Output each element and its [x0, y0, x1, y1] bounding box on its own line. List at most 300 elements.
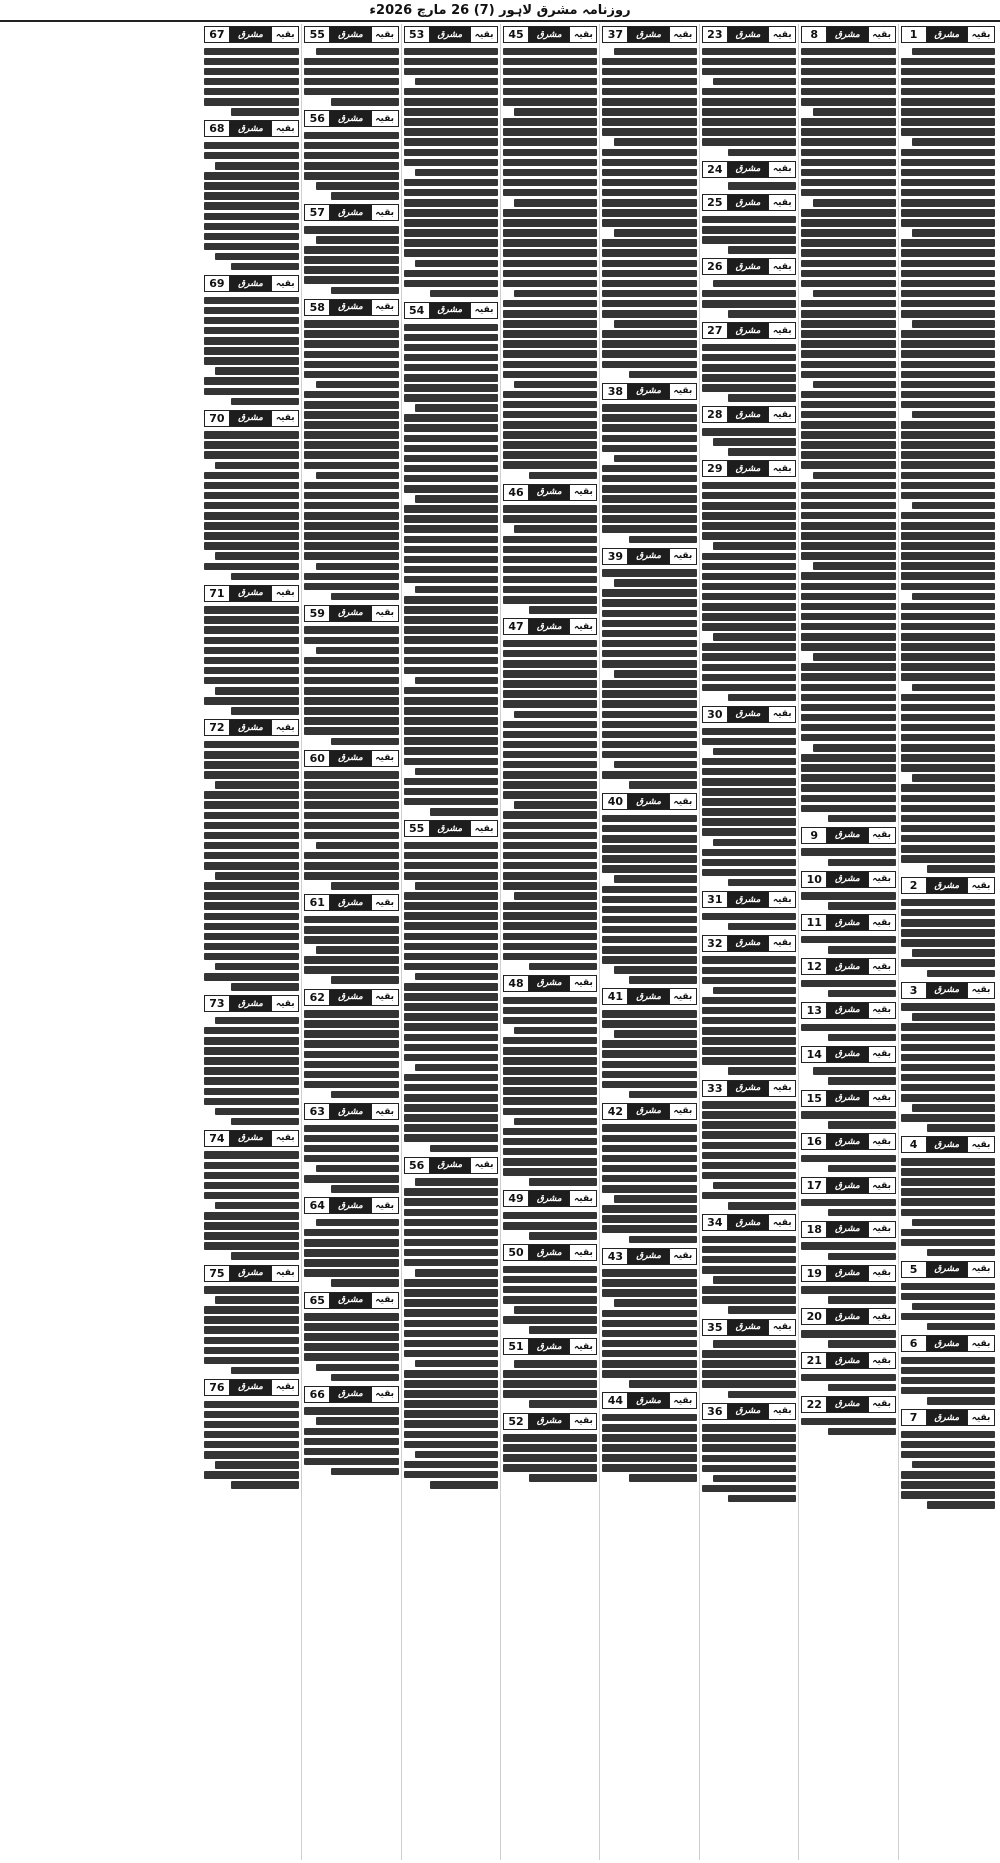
- text-line: [215, 687, 299, 695]
- text-line: [404, 616, 498, 624]
- text-line: [702, 967, 796, 975]
- continuation-header: [901, 1409, 995, 1426]
- text-line: [304, 1135, 398, 1143]
- continuation-label: بقیہ: [768, 1404, 795, 1419]
- text-line: [702, 532, 796, 540]
- continuation-header: [503, 26, 597, 43]
- text-line: [801, 552, 895, 560]
- continuation-text: [503, 45, 597, 482]
- text-line: [204, 1451, 299, 1459]
- text-line: [404, 1003, 498, 1011]
- text-line: [430, 1481, 498, 1489]
- text-line: [204, 1047, 299, 1055]
- continuation-block: [304, 1290, 398, 1384]
- text-line: [602, 906, 696, 914]
- text-line: [602, 340, 696, 348]
- page-column: [202, 24, 301, 1860]
- text-line: [702, 1152, 796, 1160]
- text-line: [204, 388, 299, 396]
- text-line: [602, 1434, 696, 1442]
- text-line: [602, 1444, 696, 1452]
- continuation-header: [901, 1335, 995, 1352]
- continuation-number: 58: [305, 300, 330, 315]
- text-line: [404, 576, 498, 584]
- text-line: [602, 98, 696, 106]
- text-line: [713, 542, 796, 550]
- continuation-block: [801, 1175, 895, 1219]
- continuation-text: [602, 567, 696, 792]
- text-line: [503, 1007, 597, 1015]
- text-line: [204, 1027, 299, 1035]
- text-line: [602, 1350, 696, 1358]
- continuation-label: بقیہ: [669, 1249, 696, 1264]
- text-line: [204, 1286, 299, 1294]
- text-line: [702, 1256, 796, 1264]
- text-line: [204, 172, 299, 180]
- text-line: [801, 78, 895, 86]
- text-line: [927, 865, 995, 873]
- text-line: [304, 351, 398, 359]
- continuation-label: بقیہ: [768, 407, 795, 422]
- continuation-number: 27: [703, 323, 728, 338]
- text-line: [503, 451, 597, 459]
- text-line: [713, 78, 796, 86]
- text-line: [614, 455, 697, 463]
- text-line: [801, 892, 895, 900]
- text-line: [503, 872, 597, 880]
- continuation-block: [304, 987, 398, 1101]
- text-line: [901, 1387, 995, 1395]
- text-line: [316, 563, 399, 571]
- text-line: [901, 451, 995, 459]
- text-line: [503, 822, 597, 830]
- text-line: [602, 1155, 696, 1163]
- text-line: [602, 1360, 696, 1368]
- text-line: [602, 771, 696, 779]
- text-line: [304, 1040, 398, 1048]
- continuation-text: [801, 933, 895, 956]
- continuation-text: [801, 1109, 895, 1132]
- text-line: [801, 320, 895, 328]
- text-line: [813, 562, 896, 570]
- continuation-label: بقیہ: [371, 1293, 398, 1308]
- text-line: [702, 788, 796, 796]
- continuation-text: [901, 1155, 995, 1259]
- text-line: [304, 411, 398, 419]
- text-line: [602, 1424, 696, 1432]
- text-line: [304, 872, 398, 880]
- text-line: [702, 1360, 796, 1368]
- text-line: [602, 1330, 696, 1338]
- text-line: [602, 435, 696, 443]
- text-line: [801, 512, 895, 520]
- mashriq-logo: مشرق: [628, 794, 668, 809]
- text-line: [215, 1202, 299, 1210]
- text-line: [503, 48, 597, 56]
- text-line: [801, 936, 895, 944]
- text-line: [901, 633, 995, 641]
- text-line: [204, 892, 299, 900]
- text-line: [404, 727, 498, 735]
- text-line: [514, 381, 597, 389]
- text-line: [801, 209, 895, 217]
- text-line: [204, 492, 299, 500]
- text-line: [912, 684, 995, 692]
- text-line: [304, 542, 398, 550]
- text-line: [503, 1087, 597, 1095]
- text-line: [204, 1411, 299, 1419]
- text-line: [801, 532, 895, 540]
- text-line: [204, 832, 299, 840]
- text-line: [503, 741, 597, 749]
- text-line: [702, 226, 796, 234]
- continuation-header: [702, 194, 796, 211]
- continuation-header: [204, 1379, 299, 1396]
- text-line: [231, 1481, 300, 1489]
- text-line: [204, 647, 299, 655]
- continuation-block: [602, 24, 696, 381]
- text-line: [702, 997, 796, 1005]
- text-line: [404, 842, 498, 850]
- continuation-number: 6: [902, 1336, 927, 1351]
- text-line: [828, 1253, 896, 1261]
- text-line: [503, 721, 597, 729]
- text-line: [514, 892, 597, 900]
- continuation-text: [702, 45, 796, 159]
- text-line: [304, 152, 398, 160]
- text-line: [404, 1340, 498, 1348]
- text-line: [602, 1279, 696, 1287]
- text-line: [702, 828, 796, 836]
- continuation-header: [404, 1157, 498, 1174]
- text-line: [602, 1145, 696, 1153]
- text-line: [503, 1128, 597, 1136]
- continuation-block: [702, 1078, 796, 1213]
- continuation-number: 10: [802, 872, 827, 887]
- text-line: [901, 1377, 995, 1385]
- continuation-number: 51: [504, 1339, 529, 1354]
- text-line: [503, 791, 597, 799]
- text-line: [602, 1215, 696, 1223]
- text-line: [304, 1458, 398, 1466]
- text-line: [901, 1168, 995, 1176]
- text-line: [901, 270, 995, 278]
- text-line: [602, 495, 696, 503]
- text-line: [702, 1380, 796, 1388]
- continuation-block: [602, 1390, 696, 1484]
- text-line: [304, 1313, 398, 1321]
- text-line: [801, 300, 895, 308]
- text-line: [602, 68, 696, 76]
- continuation-header: [702, 891, 796, 908]
- text-line: [404, 983, 498, 991]
- text-line: [702, 1192, 796, 1200]
- text-line: [602, 680, 696, 688]
- text-line: [331, 98, 399, 106]
- text-line: [901, 1074, 995, 1082]
- continuation-block: [204, 118, 299, 273]
- continuation-number: 57: [305, 205, 330, 220]
- mashriq-logo: مشرق: [330, 895, 370, 910]
- text-line: [702, 128, 796, 136]
- text-line: [204, 1337, 299, 1345]
- continuation-block: [503, 1188, 597, 1242]
- continuation-text: [304, 624, 398, 748]
- text-line: [304, 1010, 398, 1018]
- mashriq-logo: مشرق: [827, 872, 867, 887]
- text-line: [304, 1428, 398, 1436]
- continuation-header: [801, 1002, 895, 1019]
- continuation-block: [304, 603, 398, 748]
- continuation-number: 56: [405, 1158, 430, 1173]
- text-line: [801, 411, 895, 419]
- continuation-block: [901, 1134, 995, 1259]
- text-line: [415, 586, 498, 594]
- mashriq-logo: مشرق: [628, 1249, 668, 1264]
- continuation-block: [304, 297, 398, 603]
- continuation-header: [304, 894, 398, 911]
- text-line: [602, 300, 696, 308]
- text-line: [702, 1172, 796, 1180]
- text-line: [901, 1293, 995, 1301]
- text-line: [901, 1283, 995, 1291]
- text-line: [316, 1165, 399, 1173]
- text-line: [430, 808, 498, 816]
- text-line: [231, 263, 300, 271]
- continuation-label: بقیہ: [371, 895, 398, 910]
- text-line: [801, 492, 895, 500]
- continuation-text: [404, 839, 498, 1155]
- mashriq-logo: مشرق: [230, 411, 271, 426]
- continuation-number: 39: [603, 549, 628, 564]
- continuation-block: [602, 791, 696, 986]
- continuation-header: [304, 26, 398, 43]
- text-line: [901, 532, 995, 540]
- continuation-label: بقیہ: [967, 1410, 994, 1425]
- continuation-number: 22: [802, 1397, 827, 1412]
- text-line: [602, 290, 696, 298]
- text-line: [503, 933, 597, 941]
- page-masthead: روزنامہ مشرق لاہور (7) 26 مارچ 2026ء: [0, 0, 1000, 22]
- text-line: [304, 936, 398, 944]
- continuation-block: [801, 912, 895, 956]
- continuation-block: [801, 869, 895, 913]
- text-line: [404, 118, 498, 126]
- page-column: [500, 24, 599, 1860]
- text-line: [415, 1269, 498, 1277]
- text-line: [404, 636, 498, 644]
- text-line: [204, 771, 299, 779]
- mashriq-logo: مشرق: [628, 1104, 668, 1119]
- text-line: [215, 253, 299, 261]
- mashriq-logo: مشرق: [529, 485, 569, 500]
- text-line: [404, 334, 498, 342]
- mashriq-logo: مشرق: [529, 619, 569, 634]
- text-line: [801, 361, 895, 369]
- page-column: [699, 24, 798, 1860]
- text-line: [404, 1289, 498, 1297]
- text-line: [304, 801, 398, 809]
- text-line: [404, 324, 498, 332]
- text-line: [503, 912, 597, 920]
- continuation-text: [801, 1065, 895, 1088]
- text-line: [404, 414, 498, 422]
- text-line: [901, 1054, 995, 1062]
- text-line: [503, 169, 597, 177]
- continuation-block: [204, 1128, 299, 1263]
- continuation-number: 1: [902, 27, 927, 42]
- text-line: [503, 761, 597, 769]
- continuation-number: 68: [205, 121, 230, 136]
- text-line: [404, 1330, 498, 1338]
- continuation-number: 35: [703, 1320, 728, 1335]
- text-line: [901, 78, 995, 86]
- mashriq-logo: مشرق: [230, 720, 271, 735]
- text-line: [404, 515, 498, 523]
- text-line: [503, 546, 597, 554]
- text-line: [304, 1353, 398, 1361]
- continuation-text: [304, 45, 398, 108]
- continuation-label: بقیہ: [569, 27, 596, 42]
- text-line: [415, 768, 498, 776]
- text-line: [713, 438, 796, 446]
- text-line: [404, 1370, 498, 1378]
- text-line: [602, 1040, 696, 1048]
- continuation-number: 20: [802, 1309, 827, 1324]
- continuation-block: [901, 1333, 995, 1407]
- continuation-text: [702, 725, 796, 889]
- text-line: [901, 552, 995, 560]
- text-line: [614, 670, 697, 678]
- continuation-header: [503, 975, 597, 992]
- text-line: [304, 966, 398, 974]
- text-line: [713, 987, 796, 995]
- continuation-number: 45: [504, 27, 529, 42]
- continuation-label: بقیہ: [868, 1266, 895, 1281]
- continuation-text: [801, 1196, 895, 1219]
- text-line: [901, 401, 995, 409]
- text-line: [801, 784, 895, 792]
- text-line: [702, 956, 796, 964]
- continuation-header: [702, 1403, 796, 1420]
- continuation-block: [404, 1155, 498, 1492]
- continuation-number: 67: [205, 27, 230, 42]
- text-line: [204, 1347, 299, 1355]
- continuation-number: 69: [205, 276, 230, 291]
- continuation-block: [801, 1219, 895, 1263]
- text-line: [801, 48, 895, 56]
- text-line: [702, 1111, 796, 1119]
- text-line: [404, 58, 498, 66]
- text-line: [204, 1401, 299, 1409]
- text-line: [801, 1024, 895, 1032]
- text-line: [702, 1350, 796, 1358]
- text-line: [801, 694, 895, 702]
- text-line: [801, 980, 895, 988]
- continuation-text: [702, 1338, 796, 1401]
- text-line: [204, 297, 299, 305]
- text-line: [404, 445, 498, 453]
- text-line: [316, 1417, 399, 1425]
- text-line: [204, 512, 299, 520]
- text-line: [404, 1134, 498, 1142]
- text-line: [828, 1077, 896, 1085]
- continuation-number: 13: [802, 1003, 827, 1018]
- continuation-text: [503, 503, 597, 617]
- text-line: [204, 697, 299, 705]
- text-line: [801, 441, 895, 449]
- text-line: [801, 1418, 895, 1426]
- continuation-header: [702, 1080, 796, 1097]
- continuation-label: بقیہ: [868, 915, 895, 930]
- continuation-text: [901, 1280, 995, 1333]
- text-line: [529, 1178, 597, 1186]
- text-line: [813, 381, 896, 389]
- text-line: [204, 1192, 299, 1200]
- continuation-text: [503, 994, 597, 1188]
- text-line: [404, 747, 498, 755]
- continuation-label: بقیہ: [271, 27, 298, 42]
- continuation-label: بقیہ: [868, 1091, 895, 1106]
- mashriq-logo: مشرق: [628, 989, 668, 1004]
- continuation-label: بقیہ: [768, 162, 795, 177]
- continuation-number: 21: [802, 1353, 827, 1368]
- text-line: [901, 108, 995, 116]
- text-line: [404, 1441, 498, 1449]
- text-line: [204, 1316, 299, 1324]
- text-line: [801, 128, 895, 136]
- text-line: [702, 849, 796, 857]
- text-line: [602, 1454, 696, 1462]
- text-line: [602, 1289, 696, 1297]
- continuation-label: بقیہ: [371, 1387, 398, 1402]
- text-line: [912, 1104, 995, 1112]
- text-line: [304, 781, 398, 789]
- text-line: [503, 1390, 597, 1398]
- text-line: [503, 219, 597, 227]
- text-line: [404, 1420, 498, 1428]
- continuation-text: [204, 429, 299, 583]
- continuation-header: [801, 1265, 895, 1282]
- text-line: [702, 1485, 796, 1493]
- continuation-header: [801, 827, 895, 844]
- text-line: [702, 88, 796, 96]
- text-line: [912, 949, 995, 957]
- text-line: [702, 1455, 796, 1463]
- continuation-block: [801, 1088, 895, 1132]
- text-line: [629, 1380, 697, 1388]
- continuation-header: [602, 1392, 696, 1409]
- text-line: [404, 1259, 498, 1267]
- text-line: [404, 1219, 498, 1227]
- continuation-text: [702, 180, 796, 193]
- continuation-number: 76: [205, 1380, 230, 1395]
- text-line: [304, 956, 398, 964]
- text-line: [231, 707, 300, 715]
- text-line: [304, 421, 398, 429]
- continuation-label: بقیہ: [669, 384, 696, 399]
- text-line: [927, 1249, 995, 1257]
- mashriq-logo: مشرق: [529, 1245, 569, 1260]
- text-line: [614, 138, 697, 146]
- text-line: [828, 1121, 896, 1129]
- continuation-block: [204, 273, 299, 408]
- text-line: [415, 973, 498, 981]
- text-line: [629, 781, 697, 789]
- text-line: [912, 774, 995, 782]
- text-line: [728, 1495, 796, 1503]
- text-line: [912, 48, 995, 56]
